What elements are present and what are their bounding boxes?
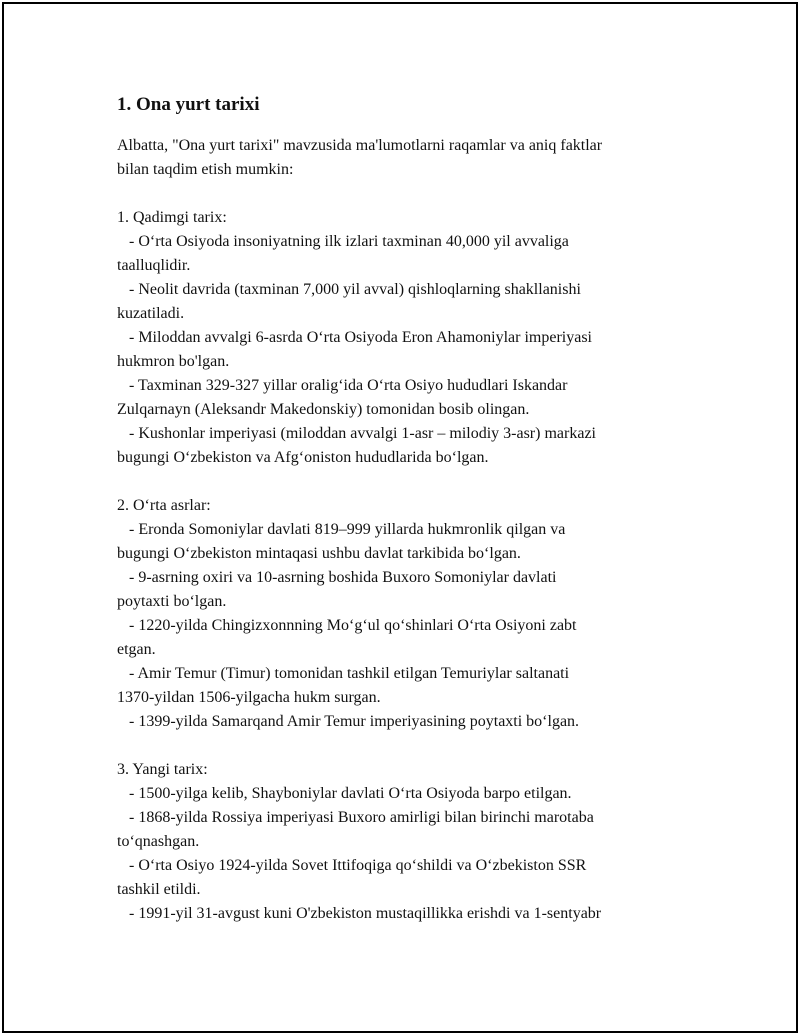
section-modern-history	[117, 758, 697, 926]
list-item: - Taxminan 329-327 yillar oralig‘ida O‘rta Osiyo hududlari Iskandar Zulqarnayn (Aleksandr Makedonskiy) tomonidan bosib olingan.	[117, 377, 568, 418]
list-item: - Miloddan avvalgi 6-asrda O‘rta Osiyoda Eron Ahamoniylar imperiyasi hukmron bo'lgan.	[117, 329, 592, 370]
list-item: - Kushonlar imperiyasi (miloddan avvalgi 1-asr – milodiy 3-asr) markazi bugungi O‘zbekiston va Afg‘oniston hududlarida bo‘lgan.	[117, 425, 596, 466]
section-middle-ages	[117, 494, 697, 734]
list-item: - Neolit davrida (taxminan 7,000 yil avval) qishloqlarning shakllanishi kuzatiladi.	[117, 281, 581, 322]
list-item: - O‘rta Osiyoda insoniyatning ilk izlari taxminan 40,000 yil avvaliga taalluqlidir.	[117, 233, 569, 274]
section-title: 1. Qadimgi tarix:	[117, 209, 227, 226]
section-title: 3. Yangi tarix:	[117, 761, 208, 778]
list-item: - Amir Temur (Timur) tomonidan tashkil etilgan Temuriylar saltanati 1370-yildan 1506-yilgacha hukm surgan.	[117, 665, 570, 706]
list-item: - 9-asrning oxiri va 10-asrning boshida Buxoro Somoniylar davlati poytaxti bo‘lgan.	[117, 569, 557, 610]
list-item: - 1868-yilda Rossiya imperiyasi Buxoro amirligi bilan birinchi marotaba to‘qnashgan.	[117, 809, 594, 850]
section-title: 2. O‘rta asrlar:	[117, 497, 211, 514]
list-item: - 1500-yilga kelib, Shayboniylar davlati O‘rta Osiyoda barpo etilgan.	[117, 785, 572, 802]
paragraph-gap	[117, 470, 697, 494]
list-item: - 1991-yil 31-avgust kuni O'zbekiston mustaqillikka erishdi va 1-sentyabr	[117, 905, 602, 922]
document-body	[117, 93, 697, 926]
list-item: - 1399-yilda Samarqand Amir Temur imperiyasining poytaxti bo‘lgan.	[117, 713, 580, 730]
section-ancient-history	[117, 206, 697, 470]
list-item: - O‘rta Osiyo 1924-yilda Sovet Ittifoqiga qo‘shildi va O‘zbekiston SSR tashkil etildi.	[117, 857, 587, 898]
list-item: - Eronda Somoniylar davlati 819–999 yillarda hukmronlik qilgan va bugungi O‘zbekiston mintaqasi ushbu davlat tarkibida bo‘lgan.	[117, 521, 566, 562]
intro-paragraph: Albatta, "Ona yurt tarixi" mavzusida ma'lumotlarni raqamlar va aniq faktlar bilan taqdim etish mumkin:	[117, 137, 603, 178]
document-heading: 1. Ona yurt tarixi	[117, 94, 260, 115]
list-item: - 1220-yilda Chingizxonnning Mo‘g‘ul qo‘shinlari O‘rta Osiyoni zabt etgan.	[117, 617, 577, 658]
paragraph-gap	[117, 734, 697, 758]
paragraph-gap	[117, 182, 697, 206]
